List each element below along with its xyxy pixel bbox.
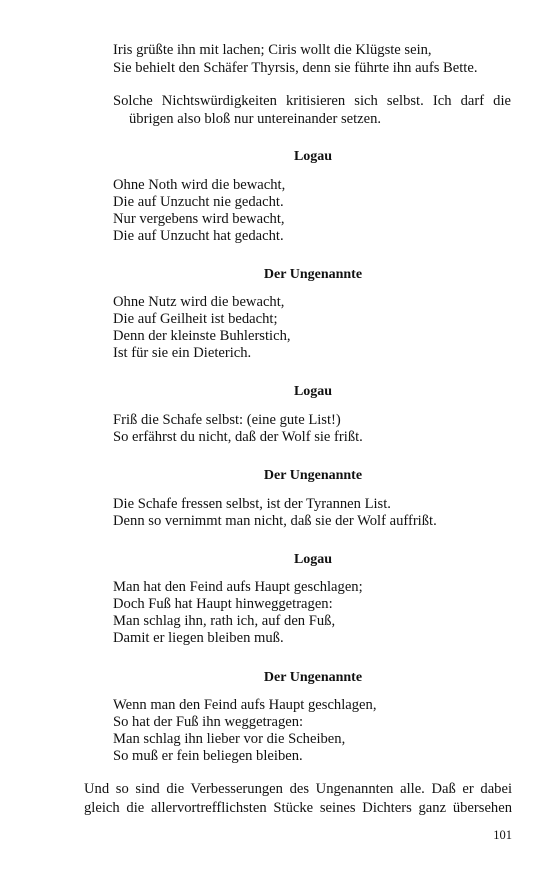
poem-verse [113,579,513,647]
verse-line: Man hat den Feind aufs Haupt geschlagen; [113,579,363,595]
intro-verse [113,41,513,77]
verse-line: Ohne Noth wird die bewacht, [113,177,286,193]
remark-line: übrigen also bloß nur untereinander setzen. [129,111,382,127]
poem-heading: Der Ungenannte [263,670,363,685]
verse-line: Wenn man den Feind aufs Haupt geschlagen, [113,697,377,713]
verse-line: Die auf Unzucht nie gedacht. [113,194,284,210]
verse-line: Ohne Nutz wird die bewacht, [113,294,285,310]
verse-line: So muß er fein beliegen bleiben. [113,748,303,764]
verse-line: Man schlag ihn, rath ich, auf den Fuß, [113,613,336,629]
verse-line: So erfährst du nicht, daß der Wolf sie frißt. [113,429,363,445]
verse-line: Ist für sie ein Dieterich. [113,345,252,361]
verse-line: So hat der Fuß ihn weggetragen: [113,714,304,730]
poem-heading: Logau [293,552,333,567]
verse-line: Die Schafe fressen selbst, ist der Tyrannen List. [113,496,391,512]
poem-verse [113,697,513,765]
verse-line: Doch Fuß hat Haupt hinweggetragen: [113,596,333,612]
verse-line: Iris grüßte ihn mit lachen; Ciris wollt die Klügste sein, [113,42,432,58]
poem-heading: Logau [293,149,333,164]
poem-verse [113,412,513,446]
verse-line: Damit er liegen bleiben muß. [113,630,284,646]
paragraph-line: gleich die allervortrefflichsten Stücke seines Dichters ganz übersehen [84,800,512,816]
verse-line: Die auf Geilheit ist bedacht; [113,311,278,327]
verse-line: Nur vergebens wird bewacht, [113,211,285,227]
verse-line: Sie behielt den Schäfer Thyrsis, denn sie führte ihn aufs Bette. [113,60,478,76]
verse-line: Friß die Schafe selbst: (eine gute List!) [113,412,341,428]
editorial-remark [113,92,511,128]
poem-verse [113,496,513,530]
verse-line: Die auf Unzucht hat gedacht. [113,228,284,244]
verse-line: Man schlag ihn lieber vor die Scheiben, [113,731,346,747]
poem-heading: Der Ungenannte [263,267,363,282]
poem-heading: Logau [293,384,333,399]
poem-heading: Der Ungenannte [263,468,363,483]
poem-verse [113,294,513,362]
closing-paragraph [84,780,512,818]
verse-line: Denn so vernimmt man nicht, daß sie der Wolf auffrißt. [113,513,437,529]
poem-verse [113,177,513,245]
verse-line: Denn der kleinste Buhlerstich, [113,328,291,344]
remark-line: Solche Nichtswürdigkeiten kritisieren sich selbst. Ich darf die [113,93,511,109]
paragraph-line: Und so sind die Verbesserungen des Ungenannten alle. Daß er dabei [84,781,512,797]
page-number: 101 [493,828,512,842]
